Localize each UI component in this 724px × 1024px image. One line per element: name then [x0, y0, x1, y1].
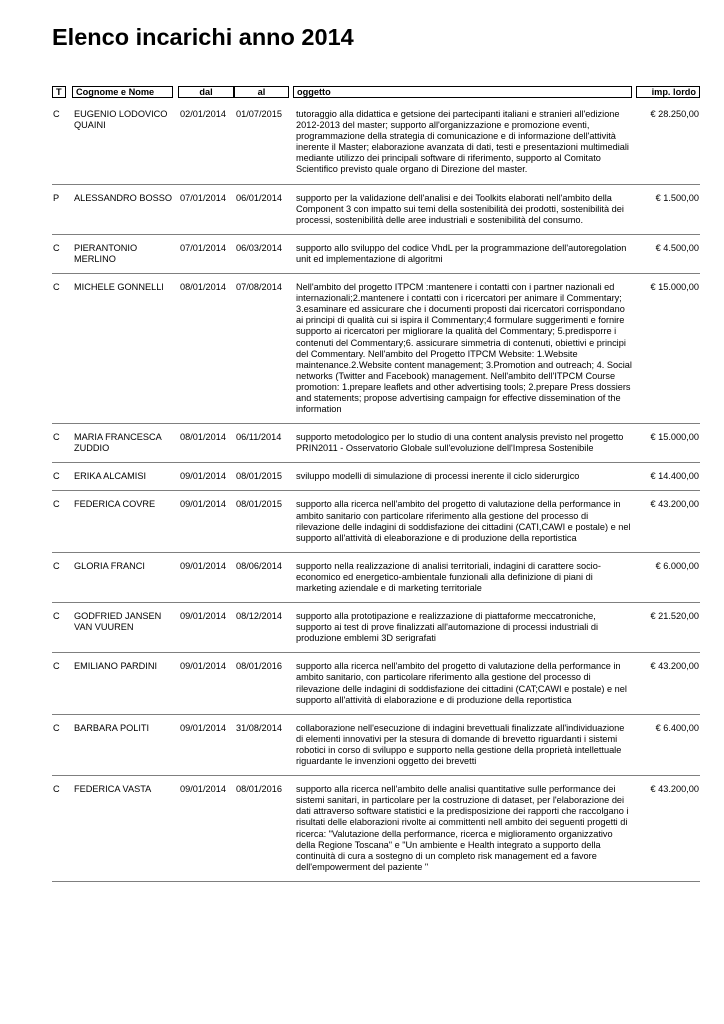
cell-tipo: C	[53, 661, 60, 672]
header-tipo: T	[52, 86, 66, 98]
table-row	[52, 657, 700, 714]
cell-importo: € 15.000,00	[650, 282, 699, 293]
cell-importo: € 4.500,00	[655, 242, 699, 253]
cell-al: 06/01/2014	[236, 192, 282, 203]
cell-nome: BARBARA POLITI	[74, 722, 150, 733]
cell-nome: GLORIA FRANCI	[74, 560, 145, 571]
cell-al: 31/08/2014	[236, 722, 282, 733]
cell-tipo: C	[53, 784, 60, 795]
cell-dal: 09/01/2014	[180, 471, 226, 482]
cell-importo: € 43.200,00	[650, 784, 699, 795]
cell-tipo: P	[53, 192, 60, 203]
cell-tipo: C	[53, 611, 60, 622]
cell-dal: 07/01/2014	[180, 192, 226, 203]
cell-dal: 09/01/2014	[180, 784, 226, 795]
header-al: al	[234, 86, 289, 98]
cell-oggetto: tutoraggio alla didattica e getsione dei partecipanti italiani e stranieri all'edizione 2012-2013 del master; supporto all'organizzazione e promozione eventi, programmazione della strategia di comunicazione e di informazione dell'attività inerente il Master; elaborazione avanzata di dati, testi e presentazioni multimediali mediante utilizzo dei principali software di riferimento, supporto al Comitato Scientifico previsto quale organo di Direzione del master.	[296, 109, 629, 175]
cell-dal: 09/01/2014	[180, 661, 226, 672]
cell-al: 06/11/2014	[236, 432, 282, 443]
cell-dal: 07/01/2014	[180, 242, 226, 253]
cell-importo: € 28.250,00	[650, 109, 699, 119]
cell-al: 07/08/2014	[236, 282, 282, 293]
cell-tipo: C	[53, 722, 60, 733]
table-row	[52, 189, 700, 235]
header-nome: Cognome e Nome	[72, 86, 173, 98]
cell-dal: 09/01/2014	[180, 499, 226, 510]
cell-dal: 09/01/2014	[180, 722, 226, 733]
cell-oggetto: supporto alla ricerca nell'ambito delle analisi quantitative sulle performance dei sistemi sanitari, in particolare per la costruzione di dataset, per l'elaborazione dei dati attraverso software statistici e la predisposizione dei rapporti che raccolgano i risultati delle elaborazioni rivolte ai committenti nell ambito dei seguenti progetti di ricerca: "Valutazione della performance, ricerca e miglioramento organizzativo della Regione Toscana" e "Un ambiente e Health integrato a supporto della continuità di cura a sostegno di un completo risk management ed a favore dell'empowerment del paziente "	[296, 784, 629, 872]
cell-importo: € 14.400,00	[650, 471, 699, 482]
cell-importo: € 43.200,00	[650, 661, 699, 672]
table-row	[52, 495, 700, 552]
cell-tipo: C	[53, 560, 60, 571]
cell-dal: 09/01/2014	[180, 611, 226, 622]
table-row	[52, 278, 700, 424]
table-row	[52, 239, 700, 274]
cell-al: 06/03/2014	[236, 242, 282, 253]
cell-oggetto: supporto allo sviluppo del codice VhdL per la programmazione dell'autoregolation unit ed implementazione di algoritmi	[296, 242, 627, 264]
cell-al: 08/06/2014	[236, 560, 282, 571]
cell-oggetto: Nell'ambito del progetto ITPCM :mantenere i contatti con i partner nazionali ed internazionali;2.mantenere i contatti con i ricercatori per animare il Commentary; 3.esaminare ed assicurare che i documenti proposti dai ricercatori corrispondano ai principi di qualità cui si ispira il Commentary;4 formulare suggerimenti e fornire supporto ai ricercatori per migliorare la qualità del Commentary; 5.predisporre i contenuti del Commentary;6. assicurare simmetria di contenuti, obiettivi e principi del Commentary. Nell'ambito del Progetto ITPCM Website: 1.Website maintenance.2.Website content management; 3.Promotion and outreach; 4. Social networks (Twitter and Facebook) management. Nell'ambito dell'ITPCM Course promotion: 1.prepare leaflets and other advertising tools; 2.prepare Press dossiers and statements; propose advertising campaign for effective dissemination of the information	[296, 282, 632, 415]
cell-nome: PIERANTONIO MERLINO	[74, 242, 138, 264]
cell-oggetto: supporto alla prototipazione e realizzazione di piattaforme meccatroniche, supporto ai test di prove finalizzati all'automazione di processi industriali di produzione emblemi 3D serigrafati	[296, 611, 599, 644]
cell-oggetto: supporto metodologico per lo studio di una content analysis previsto nel progetto PRIN2011 - Osservatorio Globale sull'evoluzione dell'Impresa Sostenibile	[296, 432, 624, 454]
cell-al: 01/07/2015	[236, 109, 282, 119]
cell-oggetto: supporto per la validazione dell'analisi e dei Toolkits elaborati nell'ambito della Component 3 con impatto sui temi della sostenibilità dei prodotti, sostenibilità dei processi, sostenibilità delle aree industriali e sostenibilità del consumo.	[296, 192, 624, 225]
cell-al: 08/01/2016	[236, 784, 282, 795]
cell-oggetto: supporto alla ricerca nell'ambito del progetto di valutazione della performance in ambito sanitario, con particolare riferimento alla gestione del processo di rilevazione delle indagini di soddisfazione dei cittadini (CAT;CAWI e postale) e nel supporto all'attività di elaborazione e di produzione della reportistica	[296, 661, 627, 705]
table-header	[52, 86, 700, 100]
table-row	[52, 105, 700, 185]
cell-nome: MICHELE GONNELLI	[74, 282, 164, 293]
cell-nome: ERIKA ALCAMISI	[74, 471, 146, 482]
cell-importo: € 1.500,00	[655, 192, 699, 203]
cell-tipo: C	[53, 471, 60, 482]
table-row	[52, 428, 700, 463]
cell-nome: EUGENIO LODOVICO QUAINI	[74, 109, 168, 131]
cell-tipo: C	[53, 282, 60, 293]
header-importo: imp. lordo	[636, 86, 700, 98]
cell-importo: € 43.200,00	[650, 499, 699, 510]
page-title: Elenco incarichi anno 2014	[52, 24, 354, 50]
cell-oggetto: supporto nella realizzazione di analisi territoriali, indagini di carattere socio-economico ed energetico-ambientale funzionali alla definizione di piani di marketing aziendale e di marketing territoriale	[296, 560, 601, 593]
cell-tipo: C	[53, 432, 60, 443]
table-row	[52, 719, 700, 776]
cell-dal: 09/01/2014	[180, 560, 226, 571]
cell-oggetto: supporto alla ricerca nell'ambito del progetto di valutazione della performance in ambito sanitario con particolare riferimento alla gestione del processo di rilevazione delle indagini di soddisfazione dei cittadini (CATI,CAWI e postale) e nel supporto all'attività di eleaborazione e di produzione della reportistica	[296, 499, 631, 543]
table-row	[52, 607, 700, 653]
cell-tipo: C	[53, 242, 60, 253]
cell-dal: 02/01/2014	[180, 109, 226, 119]
cell-nome: ALESSANDRO BOSSO	[74, 192, 173, 203]
cell-nome: MARIA FRANCESCA ZUDDIO	[74, 432, 162, 454]
table-row	[52, 467, 700, 491]
cell-tipo: C	[53, 499, 60, 510]
cell-oggetto: sviluppo modelli di simulazione di processi inerente il ciclo siderurgico	[296, 471, 580, 482]
cell-tipo: C	[53, 109, 60, 119]
cell-al: 08/12/2014	[236, 611, 282, 622]
cell-importo: € 6.000,00	[655, 560, 699, 571]
cell-al: 08/01/2016	[236, 661, 282, 672]
cell-importo: € 6.400,00	[655, 722, 699, 733]
cell-dal: 08/01/2014	[180, 432, 226, 443]
cell-al: 08/01/2015	[236, 499, 282, 510]
cell-dal: 08/01/2014	[180, 282, 226, 293]
cell-nome: FEDERICA COVRE	[74, 499, 156, 510]
cell-importo: € 21.520,00	[650, 611, 699, 622]
header-oggetto: oggetto	[293, 86, 632, 98]
cell-importo: € 15.000,00	[650, 432, 699, 443]
cell-nome: EMILIANO PARDINI	[74, 661, 158, 672]
table-row	[52, 780, 700, 882]
header-dal: dal	[178, 86, 234, 98]
table-row	[52, 557, 700, 603]
cell-al: 08/01/2015	[236, 471, 282, 482]
table-body	[52, 105, 700, 886]
cell-nome: FEDERICA VASTA	[74, 784, 152, 795]
cell-nome: GODFRIED JANSEN VAN VUUREN	[74, 611, 162, 633]
cell-oggetto: collaborazione nell'esecuzione di indagini brevettuali finalizzate all'individuazione di elementi innovativi per la stesura di domande di brevetto riguardanti i sistemi robotici in corso di sviluppo e supporto nella gestione della proprietà intellettuale riguardante le invenzioni oggetto dei brevetti	[296, 722, 625, 767]
